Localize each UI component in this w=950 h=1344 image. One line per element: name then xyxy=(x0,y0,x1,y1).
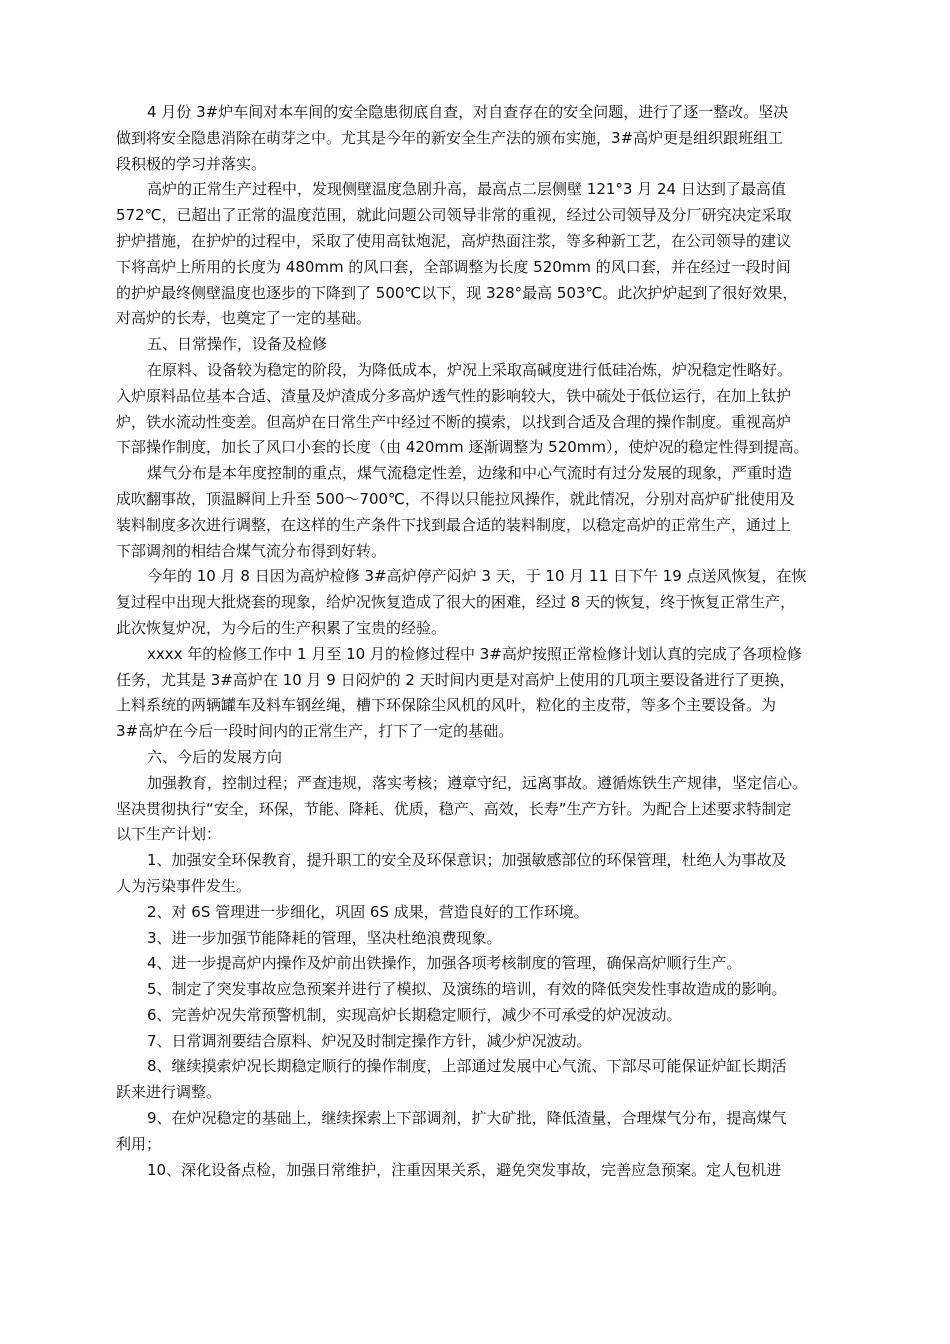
paragraph xyxy=(116,358,844,461)
paragraph xyxy=(116,771,844,848)
text-line: 复过程中出现大批烧套的现象，给炉况恢复造成了很大的困难，经过 8 天的恢复，终于恢复正常生产， xyxy=(116,593,796,612)
paragraph xyxy=(116,1029,844,1055)
paragraph xyxy=(116,642,844,745)
text-line: 下部调剂的相结合煤气流分布得到好转。 xyxy=(116,541,387,560)
paragraph xyxy=(116,1003,844,1029)
text-line: 572℃，已超出了正常的温度范围，就此问题公司领导非常的重视，经过公司领导及分厂研究决定采取 xyxy=(116,206,792,225)
paragraph xyxy=(116,1158,844,1184)
paragraph xyxy=(116,745,844,771)
paragraph xyxy=(116,977,844,1003)
text-line: 煤气分布是本年度控制的重点，煤气流稳定性差，边缘和中心气流时有过分发展的现象，严重时造 xyxy=(147,464,793,483)
text-line: 7、日常调剂要结合原料、炉况及时制定操作方针，减少炉况波动。 xyxy=(147,1031,592,1050)
text-line: 3、进一步加强节能降耗的管理，坚决杜绝浪费现象。 xyxy=(147,928,502,947)
text-line: 在原料、设备较为稳定的阶段，为降低成本，炉况上采取高碱度进行低硅冶炼，炉况稳定性略好。 xyxy=(147,360,793,379)
text-line: 10、深化设备点检，加强日常维护，注重因果关系，避免突发事故，完善应急预案。定人包机进 xyxy=(147,1160,782,1179)
paragraph xyxy=(116,564,844,641)
text-line: 高炉的正常生产过程中，发现侧壁温度急剧升高，最高点二层侧壁 121°3 月 24 日达到了最高值 xyxy=(147,180,786,199)
text-line: 护炉措施，在护炉的过程中，采取了使用高钛炮泥，高炉热面注浆，等多种新工艺，在公司领导的建议 xyxy=(116,231,792,250)
text-line: 9、在炉况稳定的基础上，继续探索上下部调剂，扩大矿批，降低渣量，合理煤气分布，提高煤气 xyxy=(147,1109,787,1128)
text-line: xxxx 年的检修工作中 1 月至 10 月的检修过程中 3#高炉按照正常检修计划认真的完成了各项检修 xyxy=(147,644,802,663)
paragraph xyxy=(116,951,844,977)
text-line: 上料系统的两辆罐车及料车钢丝绳，槽下环保除尘风机的风叶，粒化的主皮带，等多个主要设备。为 xyxy=(116,696,777,715)
document-body xyxy=(116,100,844,1183)
paragraph xyxy=(116,1106,844,1158)
text-line: 加强教育，控制过程；严查违规，落实考核；遵章守纪，远离事故。遵循炼铁生产规律，坚定信心。 xyxy=(147,773,808,792)
paragraph xyxy=(116,461,844,564)
text-line: 段积极的学习并落实。 xyxy=(116,154,267,173)
paragraph xyxy=(116,177,844,332)
text-line: 6、完善炉况失常预警机制，实现高炉长期稳定顺行，减少不可承受的炉况波动。 xyxy=(147,1005,682,1024)
text-line: 下部操作制度，加长了风口小套的长度（由 420mm 逐渐调整为 520mm），使炉况的稳定性得到提高。 xyxy=(116,438,809,457)
text-line: 炉，铁水流动性变差。但高炉在日常生产中经过不断的摸索，以找到合适及合理的操作制度。重视高炉 xyxy=(116,412,792,431)
text-line: 此次恢复炉况，为今后的生产积累了宝贵的经验。 xyxy=(116,618,447,637)
text-line: 五、日常操作，设备及检修 xyxy=(147,335,328,354)
text-line: 的护炉最终侧壁温度也逐步的下降到了 500℃以下，现 328°最高 503℃。此次护炉起到了很好效果， xyxy=(116,283,798,302)
text-line: 4、进一步提高炉内操作及炉前出铁操作，加强各项考核制度的管理，确保高炉顺行生产。 xyxy=(147,954,742,973)
paragraph xyxy=(116,900,844,926)
paragraph xyxy=(116,1054,844,1106)
text-line: 下将高炉上所用的长度为 480mm 的风口套，全部调整为长度 520mm 的风口套，并在经过一段时间 xyxy=(116,257,791,276)
text-line: 任务，尤其是 3#高炉在 10 月 9 日闷炉的 2 天时间内更是对高炉上使用的几项主要设备进行了更换， xyxy=(116,670,795,689)
text-line: 2、对 6S 管理进一步细化，巩固 6S 成果，营造良好的工作环境。 xyxy=(147,902,589,921)
text-line: 4 月份 3#炉车间对本车间的安全隐患彻底自查，对自查存在的安全问题，进行了逐一整改。坚决 xyxy=(147,103,789,121)
text-line: 以下生产计划： xyxy=(116,825,222,844)
text-line: 装料制度多次进行调整，在这样的生产条件下找到最合适的装料制度，以稳定高炉的正常生产，通过上 xyxy=(116,515,792,534)
text-line: 5、制定了突发事故应急预案并进行了模拟、及演练的培训，有效的降低突发性事故造成的影响。 xyxy=(147,980,787,999)
text-line: 跃来进行调整。 xyxy=(116,1083,222,1102)
text-line: 做到将安全隐患消除在萌芽之中。尤其是今年的新安全生产法的颁布实施，3#高炉更是组织跟班组工 xyxy=(116,128,784,147)
text-line: 3#高炉在今后一段时间内的正常生产，打下了一定的基础。 xyxy=(116,722,514,741)
text-line: 成吹翻事故，顶温瞬间上升至 500～700℃，不得以只能拉风操作，就此情况，分别对高炉矿批使用及 xyxy=(116,489,795,508)
text-line: 对高炉的长寿，也奠定了一定的基础。 xyxy=(116,309,372,328)
paragraph xyxy=(116,848,844,900)
paragraph xyxy=(116,926,844,952)
text-line: 入炉原料品位基本合适、渣量及炉渣成分多高炉透气性的影响较大，铁中硫处于低位运行，在加上钛护 xyxy=(116,386,792,405)
paragraph xyxy=(116,332,844,358)
text-line: 坚决贯彻执行“安全，环保，节能、降耗、优质，稳产、高效，长寿”生产方针。为配合上述要求特制定 xyxy=(116,799,792,818)
text-line: 利用； xyxy=(116,1134,162,1153)
text-line: 人为污染事件发生。 xyxy=(116,876,252,895)
text-line: 8、继续摸索炉况长期稳定顺行的操作制度，上部通过发展中心气流、下部尽可能保证炉缸长期活 xyxy=(147,1057,787,1076)
paragraph xyxy=(116,100,844,177)
text-line: 六、今后的发展方向 xyxy=(147,747,283,766)
text-line: 今年的 10 月 8 日因为高炉检修 3#高炉停产闷炉 3 天，于 10 月 11 日下午 19 点送风恢复，在恢 xyxy=(147,567,807,586)
text-line: 1、加强安全环保教育，提升职工的安全及环保意识；加强敏感部位的环保管理，杜绝人为事故及 xyxy=(147,851,787,870)
